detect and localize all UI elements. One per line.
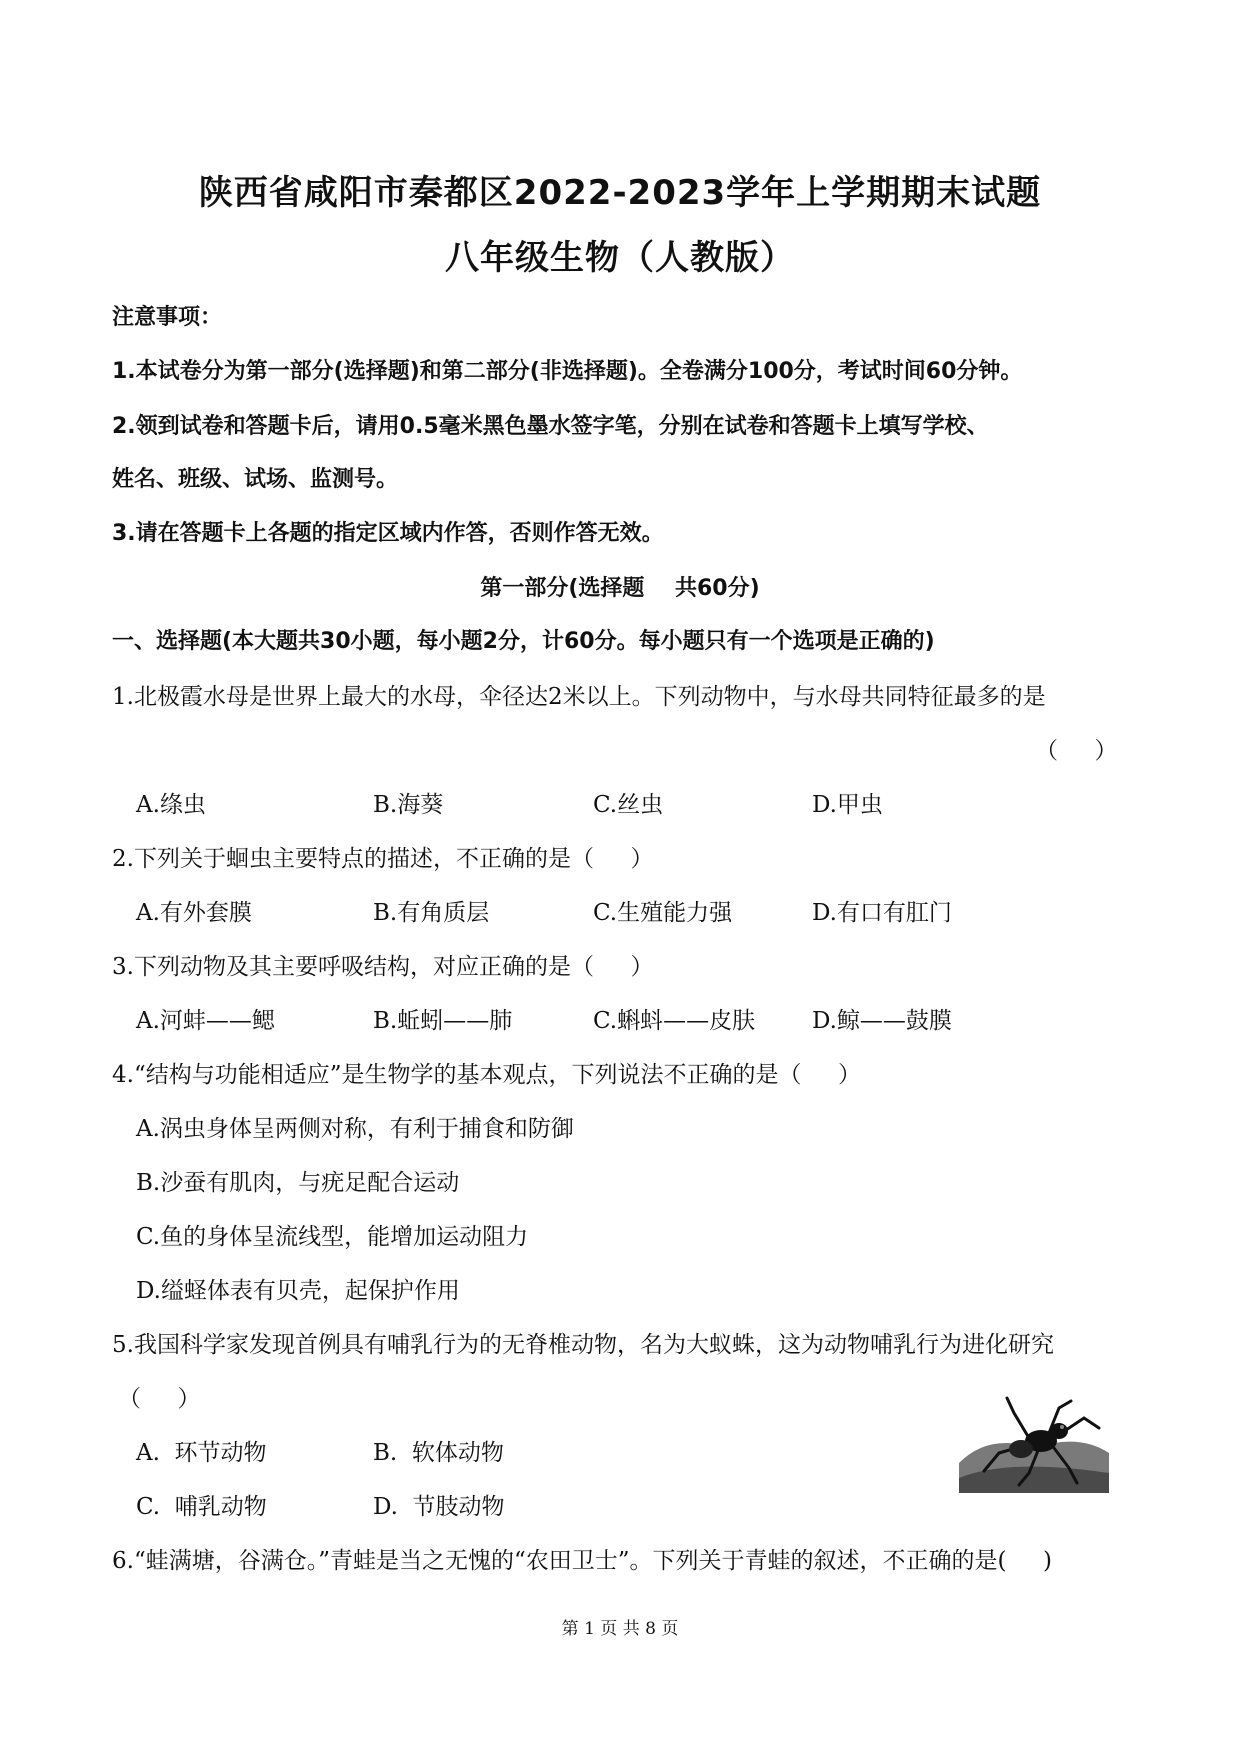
question-5-blank: （ ） bbox=[118, 1386, 201, 1412]
question-2-option-c: C.生殖能力强 bbox=[593, 900, 733, 926]
notice-heading: 注意事项： bbox=[112, 305, 223, 330]
section-heading: 一、选择题(本大题共30小题，每小题2分，计60分。每小题只有一个选项是正确的) bbox=[112, 629, 935, 654]
question-3-option-b: B.蚯蚓——肺 bbox=[373, 1008, 513, 1034]
notice-item-3: 3.请在答题卡上各题的指定区域内作答，否则作答无效。 bbox=[112, 521, 664, 546]
notice-item-2: 2.领到试卷和答题卡后，请用0.5毫米黑色墨水签字笔，分别在试卷和答题卡上填写学校、 bbox=[112, 414, 989, 439]
question-5-option-b: B. 软体动物 bbox=[373, 1440, 504, 1466]
question-4-option-a: A.涡虫身体呈两侧对称，有利于捕食和防御 bbox=[136, 1116, 574, 1142]
question-4-option-c: C.鱼的身体呈流线型，能增加运动阻力 bbox=[136, 1224, 529, 1250]
question-6-stem: 6.“蛙满塘，谷满仓。”青蛙是当之无愧的“农田卫士”。下列关于青蛙的叙述，不正确的是( ) bbox=[112, 1548, 1052, 1574]
question-3-stem: 3.下列动物及其主要呼吸结构，对应正确的是（ ） bbox=[112, 954, 654, 980]
question-1-option-c: C.丝虫 bbox=[593, 792, 664, 818]
page-number: 第 1 页 共 8 页 bbox=[561, 1619, 679, 1639]
part1-heading: 第一部分(选择题 共60分) bbox=[480, 576, 760, 601]
question-5-option-a: A. 环节动物 bbox=[136, 1440, 267, 1466]
question-1-stem: 1.北极霞水母是世界上最大的水母，伞径达2米以上。下列动物中，与水母共同特征最多的是 bbox=[112, 684, 1046, 710]
question-5-option-d: D. 节肢动物 bbox=[373, 1494, 505, 1520]
question-1-option-a: A.绦虫 bbox=[136, 792, 206, 818]
question-1-blank: （ ） bbox=[1035, 738, 1118, 764]
ant-spider-photo-icon bbox=[959, 1393, 1109, 1493]
question-2-option-b: B.有角质层 bbox=[373, 900, 490, 926]
question-5-stem: 5.我国科学家发现首例具有哺乳行为的无脊椎动物，名为大蚁蛛，这为动物哺乳行为进化研究 bbox=[112, 1332, 1054, 1358]
question-3-option-a: A.河蚌——鳃 bbox=[136, 1008, 275, 1034]
question-4-option-b: B.沙蚕有肌肉，与疣足配合运动 bbox=[136, 1170, 460, 1196]
question-1-option-b: B.海葵 bbox=[373, 792, 444, 818]
question-4-stem: 4.“结构与功能相适应”是生物学的基本观点，下列说法不正确的是（ ） bbox=[112, 1062, 862, 1088]
question-3-option-d: D.鲸——鼓膜 bbox=[812, 1008, 952, 1034]
question-3-option-c: C.蝌蚪——皮肤 bbox=[593, 1008, 756, 1034]
page-title: 陕西省咸阳市秦都区2022-2023学年上学期期末试题 bbox=[198, 173, 1042, 213]
question-4-option-d: D.缢蛏体表有贝壳，起保护作用 bbox=[136, 1278, 460, 1304]
question-1-option-d: D.甲虫 bbox=[812, 792, 883, 818]
question-5-option-c: C. 哺乳动物 bbox=[136, 1494, 267, 1520]
question-2-stem: 2.下列关于蛔虫主要特点的描述，不正确的是（ ） bbox=[112, 846, 654, 872]
question-2-option-d: D.有口有肛门 bbox=[812, 900, 952, 926]
notice-item-2-cont: 姓名、班级、试场、监测号。 bbox=[112, 467, 399, 492]
page-subtitle: 八年级生物（人教版） bbox=[445, 238, 795, 278]
question-2-option-a: A.有外套膜 bbox=[136, 900, 252, 926]
notice-item-1: 1.本试卷分为第一部分(选择题)和第二部分(非选择题)。全卷满分100分，考试时间60分钟。 bbox=[112, 359, 1023, 384]
